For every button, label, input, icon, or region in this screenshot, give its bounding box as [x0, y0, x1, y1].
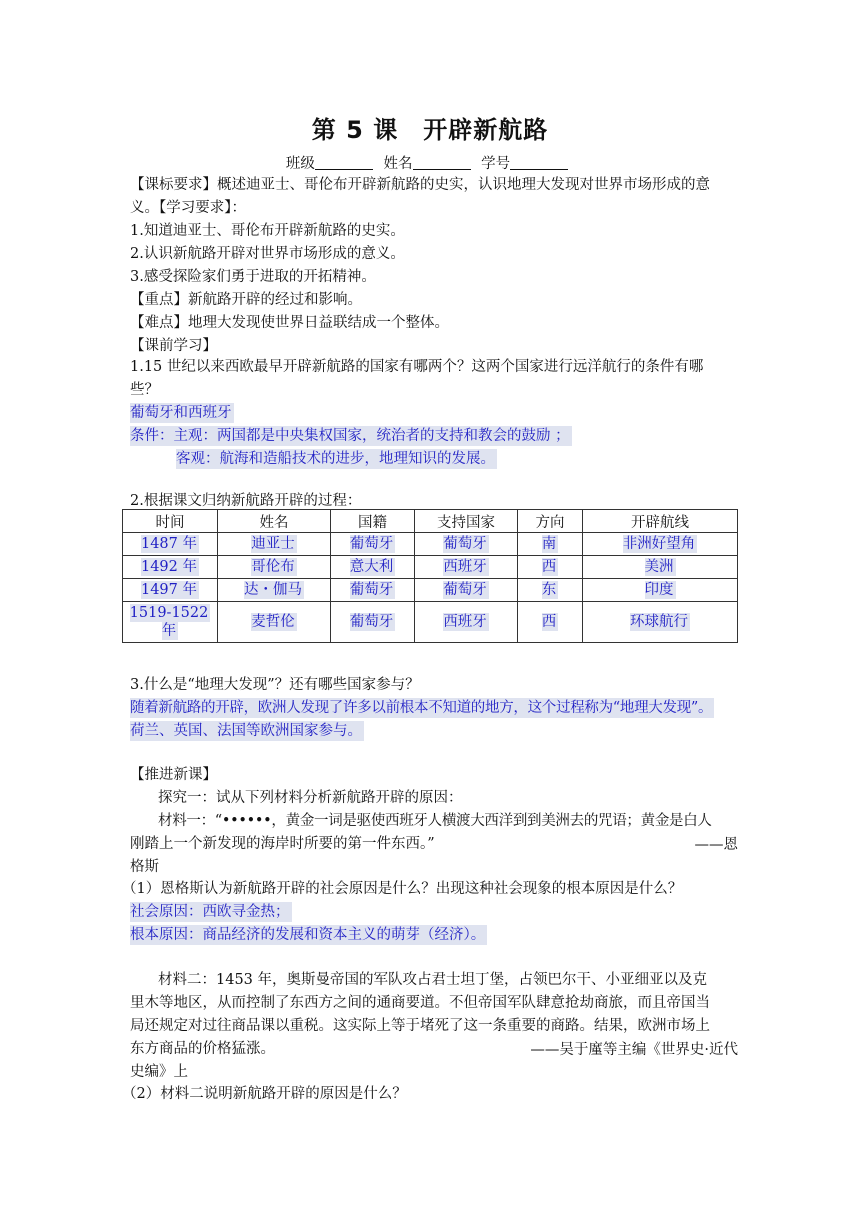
- answer-1-subjective: [130, 425, 740, 447]
- cell-support: [415, 533, 518, 556]
- table-row: [123, 579, 738, 602]
- header-time: 时间: [123, 510, 218, 533]
- cell-nationality: [331, 579, 415, 602]
- cell-text: 印度: [644, 582, 674, 598]
- answer-text: 根本原因：商品经济的发展和资本主义的萌芽（经济）。: [130, 927, 486, 943]
- material-1-line-2: 刚踏上一个新发现的海岸时所要的第一件东西。”: [130, 836, 435, 852]
- id-label: 学号: [481, 156, 511, 172]
- cell-direction: [518, 579, 583, 602]
- cell-text: 美洲: [644, 559, 674, 575]
- sub-question-1: （1）恩格斯认为新航路开辟的社会原因是什么？出现这种社会现象的根本原因是什么？: [122, 881, 683, 897]
- cell-text: 1487 年: [140, 536, 197, 552]
- id-blank[interactable]: [510, 155, 568, 170]
- answer-text: 条件：主观：两国都是中央集权国家，统治者的支持和教会的鼓励 ；: [130, 428, 570, 444]
- requirements-line-2: 义。【学习要求】：: [130, 200, 246, 216]
- cell-support: [415, 579, 518, 602]
- cell-text: 哥伦布: [251, 559, 295, 575]
- page-title: 第 5 课 开辟新航路: [311, 116, 549, 144]
- cell-text: 1519-1522: [129, 605, 209, 621]
- cell-text: 麦哲伦: [251, 614, 295, 630]
- requirements-line-1: 【课标要求】概述迪亚士、哥伦布开辟新航路的史实，认识地理大发现对世界市场形成的意: [130, 177, 710, 193]
- sub-answer-1-root: [130, 924, 740, 946]
- cell-text: 迪亚士: [251, 536, 295, 552]
- cell-text: 葡萄牙: [443, 582, 487, 598]
- class-blank[interactable]: [315, 155, 373, 170]
- cell-text: 1492 年: [140, 559, 197, 575]
- answer-1-countries: [130, 402, 740, 424]
- voyages-table: [122, 509, 738, 643]
- question-2-prompt: 2.根据课文归纳新航路开辟的过程：: [130, 493, 362, 509]
- question-3-prompt: 3.什么是“地理大发现”？还有哪些国家参与？: [130, 677, 420, 693]
- cell-text: 东: [541, 582, 557, 598]
- cell-text: 西班牙: [443, 559, 487, 575]
- cell-route: [583, 533, 738, 556]
- cell-text: 年: [161, 623, 177, 639]
- cell-time: [123, 602, 218, 643]
- table-row: [123, 602, 738, 643]
- requirement-item-1: 1.知道迪亚士、哥伦布开辟新航路的史实。: [130, 223, 405, 239]
- cell-direction: [518, 556, 583, 579]
- cell-text: 西: [541, 614, 557, 630]
- sub-answer-1-social: [130, 901, 740, 923]
- header-supporting-country: 支持国家: [415, 510, 518, 533]
- name-label: 姓名: [383, 156, 413, 172]
- material-1-source: ——恩: [694, 837, 738, 853]
- cell-text: 葡萄牙: [349, 582, 394, 598]
- sub-question-2: （2）材料二说明新航路开辟的原因是什么？: [122, 1086, 407, 1102]
- requirement-item-3: 3.感受探险家们勇于进取的开拓精神。: [130, 269, 376, 285]
- material-2-line-1: 材料二：1453 年，奥斯曼帝国的军队攻占君士坦丁堡，占领巴尔干、小亚细亚以及克: [158, 972, 708, 988]
- cell-name: [218, 556, 331, 579]
- new-lesson-heading: 【推进新课】: [130, 767, 217, 783]
- cell-text: 意大利: [349, 559, 394, 575]
- name-blank[interactable]: [413, 155, 471, 170]
- cell-route: [583, 579, 738, 602]
- pre-study-heading: 【课前学习】: [130, 338, 217, 354]
- table-row: [123, 533, 738, 556]
- material-1-line-3: 格斯: [130, 859, 159, 875]
- cell-direction: [518, 602, 583, 643]
- answer-text: 客观：航海和造船技术的进步，地理知识的发展。: [176, 451, 495, 467]
- answer-1-objective: [130, 448, 786, 470]
- cell-text: 葡萄牙: [349, 536, 394, 552]
- header-name: 姓名: [218, 510, 331, 533]
- cell-text: 达・伽马: [244, 582, 302, 598]
- cell-time: [123, 533, 218, 556]
- cell-name: [218, 533, 331, 556]
- material-2-source: ——吴于廑等主编《世界史·近代: [530, 1042, 738, 1058]
- key-point: 【重点】新航路开辟的经过和影响。: [130, 292, 362, 308]
- cell-support: [415, 602, 518, 643]
- material-2-line-4: 东方商品的价格猛涨。: [130, 1041, 275, 1057]
- cell-time: [123, 556, 218, 579]
- cell-text: 南: [541, 536, 557, 552]
- cell-direction: [518, 533, 583, 556]
- question-1-line-2: 些？: [130, 382, 159, 398]
- table-row: [123, 556, 738, 579]
- question-1-line-1: 1.15 世纪以来西欧最早开辟新航路的国家有哪两个？这两个国家进行远洋航行的条件有哪: [130, 359, 704, 375]
- cell-nationality: [331, 533, 415, 556]
- answer-text: 荷兰、英国、法国等欧洲国家参与。: [130, 723, 362, 739]
- cell-text: 西: [541, 559, 557, 575]
- cell-nationality: [331, 602, 415, 643]
- cell-text: 1497 年: [140, 582, 197, 598]
- header-direction: 方向: [518, 510, 583, 533]
- cell-text: 葡萄牙: [443, 536, 487, 552]
- material-2-line-2: 里木等地区，从而控制了东西方之间的通商要道。不但帝国军队肆意抢劫商旅，而且帝国当: [130, 995, 710, 1011]
- cell-nationality: [331, 556, 415, 579]
- cell-name: [218, 579, 331, 602]
- cell-route: [583, 602, 738, 643]
- cell-time: [123, 579, 218, 602]
- answer-text: 随着新航路的开辟，欧洲人发现了许多以前根本不知道的地方，这个过程称为“地理大发现”。: [130, 700, 713, 716]
- class-label: 班级: [285, 156, 315, 172]
- material-2-line-5: 史编》上: [130, 1064, 188, 1080]
- student-info: [0, 152, 860, 173]
- answer-3-line-1: [130, 697, 740, 719]
- material-2-line-3: 局还规定对过往商品课以重税。这实际上等于堵死了这一条重要的商路。结果，欧洲市场上: [130, 1018, 710, 1034]
- cell-name: [218, 602, 331, 643]
- cell-text: 葡萄牙: [349, 614, 394, 630]
- requirement-item-2: 2.认识新航路开辟对世界市场形成的意义。: [130, 246, 405, 262]
- header-nationality: 国籍: [331, 510, 415, 533]
- difficult-point: 【难点】地理大发现使世界日益联结成一个整体。: [130, 315, 449, 331]
- cell-text: 非洲好望角: [622, 536, 696, 552]
- cell-route: [583, 556, 738, 579]
- answer-text: 社会原因：西欧寻金热；: [130, 904, 290, 920]
- material-1-line-1: 材料一：“••••••，黄金一词是驱使西班牙人横渡大西洋到到美洲去的咒语；黄金是白人: [158, 813, 712, 829]
- cell-text: 西班牙: [443, 614, 487, 630]
- table-header-row: [123, 510, 738, 533]
- cell-support: [415, 556, 518, 579]
- explore-1-prompt: 探究一：试从下列材料分析新航路开辟的原因：: [158, 790, 463, 806]
- cell-text: 环球航行: [630, 614, 688, 630]
- answer-text: 葡萄牙和西班牙: [130, 405, 232, 421]
- header-route: 开辟航线: [583, 510, 738, 533]
- answer-3-line-2: [130, 720, 740, 742]
